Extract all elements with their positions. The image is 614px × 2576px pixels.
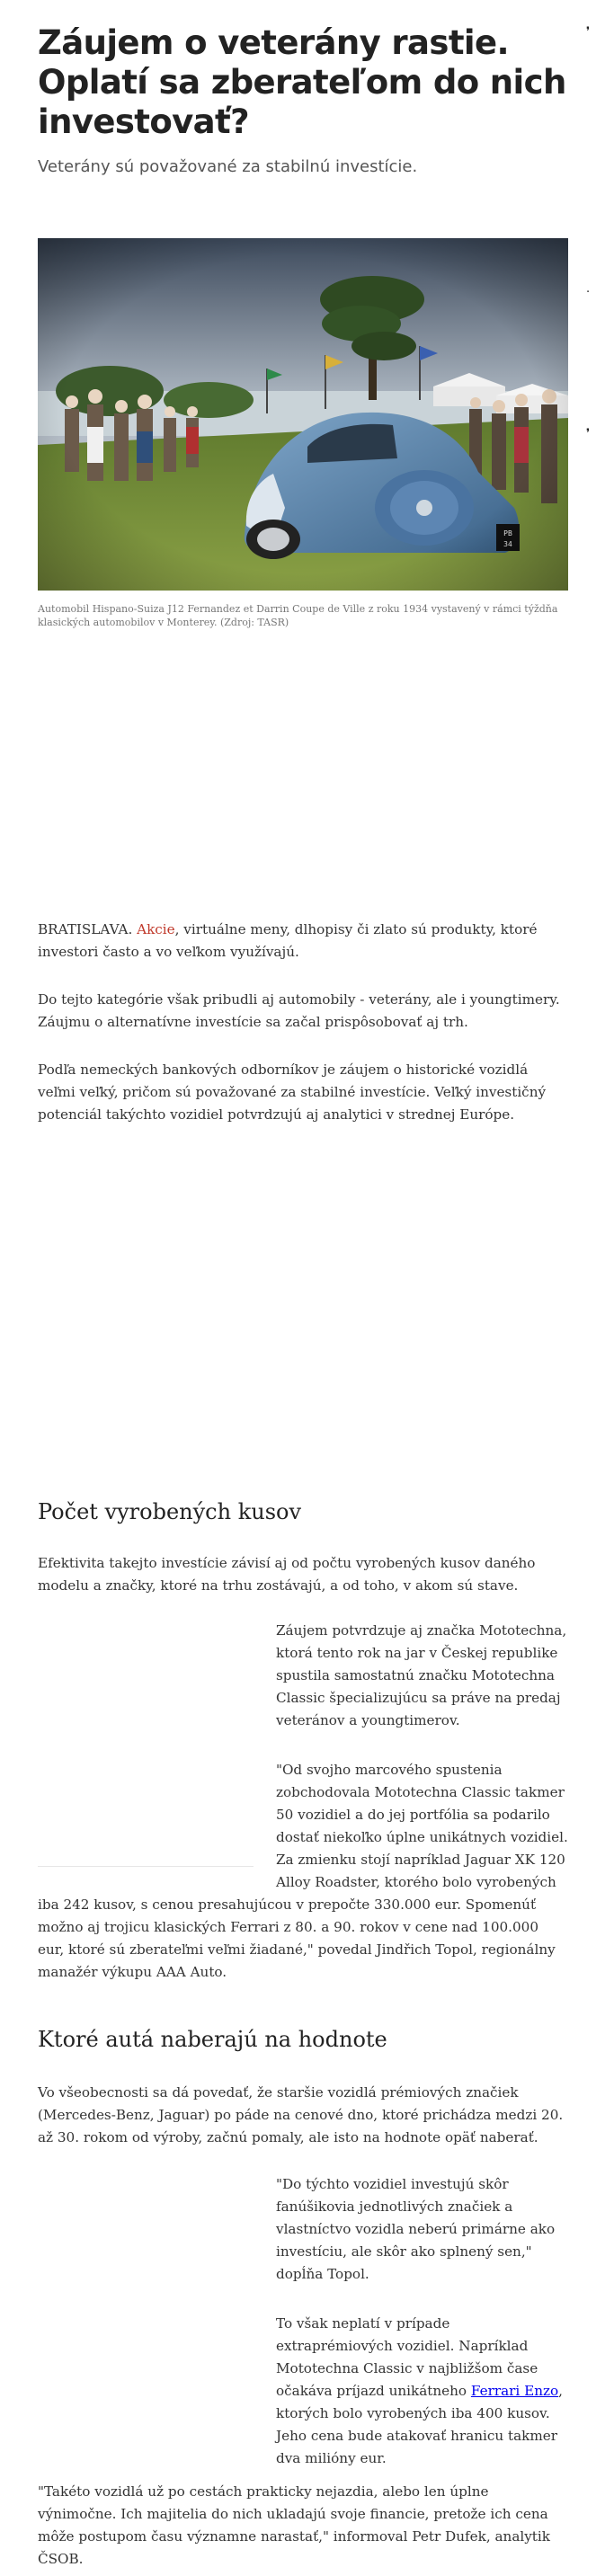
akcie-link[interactable]: Akcie	[137, 921, 175, 937]
section-heading-hodnota: Ktoré autá naberajú na hodnote	[38, 2027, 387, 2052]
section2-paragraph-4: "Takéto vozidlá už po cestách prakticky nejazdia, alebo len úplne výnimočne. Ich majitelia do nich ukladajú svoje financie, pretože ich cena môže postupom času významne narastať," informoval Petr Dufek, analytik ČSOB.	[38, 2483, 550, 2567]
article-photo[interactable]	[38, 238, 568, 591]
section1-paragraph-3-column: "Od svojho marcového spustenia zobchodovala Mototechna Classic takmer 50 vozidiel a do jej portfólia sa podarilo dostať niekoľko úplne unikátnych vozidiel. Za zmienku stojí napríklad Jaguar XK 120 Alloy Roadster, ktorého bolo vyrobených	[276, 1762, 568, 1890]
section2-paragraph-1: Vo všeobecnosti sa dá povedať, že staršie vozidlá prémiových značiek (Mercedes-Benz, Jaguar) po páde na cenové dno, ktoré prichádza medzi 20. až 30. rokom od výroby, začnú pomaly, ale isto na hodnote opäť naberať.	[38, 2084, 564, 2145]
section1-paragraph-1: Efektivita takejto investície závisí aj od počtu vyrobených kusov daného modelu a značky, ktoré na trhu zostávajú, a od toho, v akom sú stave.	[38, 1555, 536, 1594]
inline-ad-slot	[38, 1609, 254, 1867]
intro-paragraph-2: Do tejto kategórie však pribudli aj automobily - veterány, ale i youngtimery. Záujmu o alternatívne investície sa začal prispôsobovať aj trh.	[38, 991, 560, 1030]
car-show-photo	[38, 238, 568, 591]
intro-paragraph-3: Podľa nemeckých bankových odborníkov je záujem o historické vozidlá veľmi veľký, pričom sú považované za stabilné investície. Veľký investičný potenciál takýchto vozidiel potvrdzujú aj analytici v strednej Európe.	[38, 1061, 547, 1123]
section1-paragraph-3-full: iba 242 kusov, s cenou presahujúcou v prepočte 330.000 eur. Spomenúť možno aj trojicu klasických Ferrari z 80. a 90. rokov v cene nad 100.000 eur, ktoré sú zberateľmi veľmi žiadané," povedal Jindřich Topol, regionálny manažér výkupu AAA Auto.	[38, 1896, 556, 1980]
article-title: Záujem o veterány rastie. Oplatí sa zberateľom do nich investovať?	[38, 23, 566, 141]
section2-paragraph-3	[276, 2313, 568, 2470]
dateline: BRATISLAVA.	[38, 921, 133, 937]
rail-mark: ❜	[586, 25, 591, 39]
section2-text: To však neplatí v prípade extraprémiových vozidiel. Napríklad Mototechna Classic v najbližšom čase očakáva príjazd unikátneho	[276, 2315, 538, 2399]
article-perex: Veterány sú považované za stabilnú investície.	[38, 157, 418, 176]
section2-text: , ktorých bolo vyrobených iba 400 kusov. Jeho cena bude atakovať hranicu takmer dva milióny eur.	[276, 2383, 563, 2466]
section-heading-pocet: Počet vyrobených kusov	[38, 1499, 302, 1524]
section1-paragraph-2: Záujem potvrdzuje aj značka Mototechna, ktorá tento rok na jar v Českej republike spustila samostatnú značku Mototechna Classic špecializujúcu sa práve na predaj veteránov a youngtimerov.	[276, 1622, 567, 1728]
section2-paragraph-2: "Do týchto vozidiel investujú skôr fanúšikovia jednotlivých značiek a vlastníctvo vozidla neberú primárne ako investíciu, ale skôr ako splnený sen," dopĺňa Topol.	[276, 2176, 556, 2282]
rail-mark: ·	[586, 286, 591, 299]
intro-text: , virtuálne meny, dlhopisy či zlato sú produkty, ktoré investori často a vo veľkom využívajú.	[38, 921, 538, 960]
intro-paragraph-1	[38, 919, 568, 964]
right-rail	[584, 0, 614, 2576]
ferrari-enzo-link[interactable]: Ferrari Enzo	[470, 2383, 559, 2399]
rail-mark: ❜	[586, 427, 591, 440]
photo-caption: Automobil Hispano-Suiza J12 Fernandez et Darrin Coupe de Ville z roku 1934 vystavený v rámci týždňa klasických automobilov v Monterey. (Zdroj: TASR)	[38, 603, 558, 628]
